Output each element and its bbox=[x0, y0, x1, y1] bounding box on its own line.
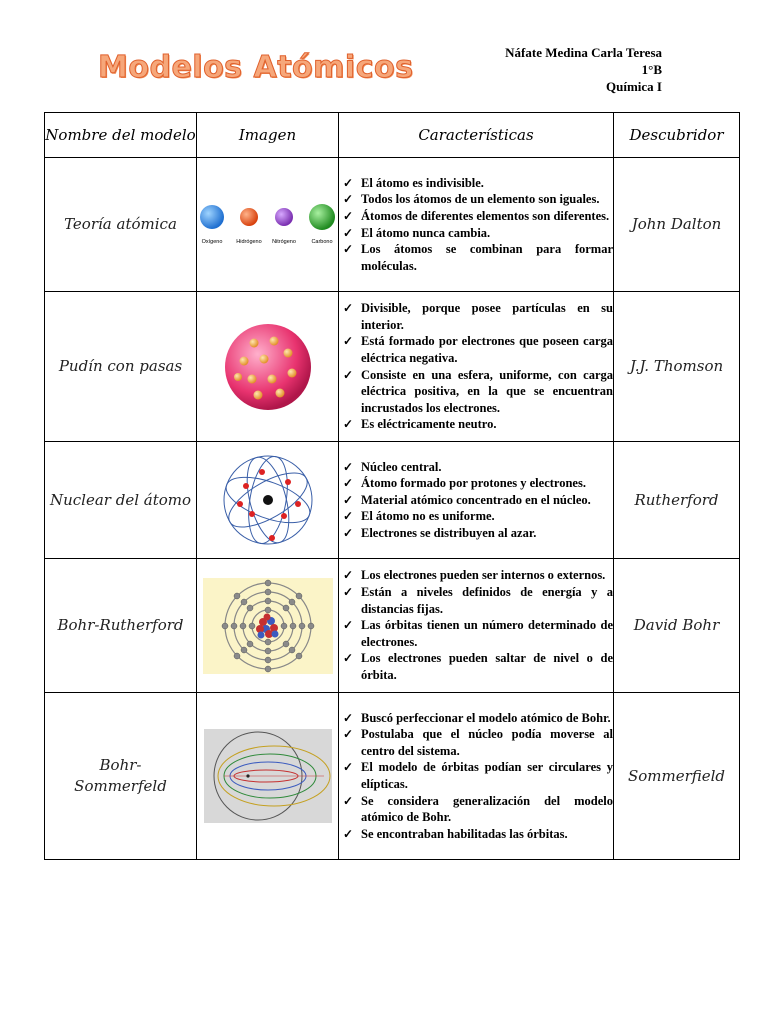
discoverer-name: J.J. Thomson bbox=[614, 292, 740, 442]
check-mark-icon: ✓ bbox=[343, 417, 354, 432]
sommerfeld-orbits-image bbox=[204, 729, 332, 823]
column-header-discoverer: Descubridor bbox=[614, 113, 740, 158]
discoverer-name: Sommerfield bbox=[614, 693, 740, 860]
author-block bbox=[505, 44, 662, 95]
list-item: ✓ Se considera generalización del modelo atómico de Bohr. bbox=[343, 793, 613, 825]
plum-pudding-image bbox=[218, 317, 318, 417]
check-mark-icon: ✓ bbox=[343, 459, 354, 474]
table-row bbox=[45, 693, 740, 860]
model-image-cell bbox=[197, 292, 339, 442]
model-name: Teoría atómica bbox=[45, 158, 197, 292]
characteristics-cell bbox=[339, 559, 614, 693]
check-mark-icon: ✓ bbox=[343, 208, 354, 223]
check-mark-icon: ✓ bbox=[343, 476, 354, 491]
check-mark-icon: ✓ bbox=[343, 525, 354, 540]
list-item: ✓ Los átomos se combinan para formar moléculas. bbox=[343, 242, 613, 273]
check-mark-icon: ✓ bbox=[343, 242, 354, 257]
check-mark-icon: ✓ bbox=[343, 618, 354, 633]
hydrogen-atom-icon bbox=[240, 208, 258, 226]
nitrogen-atom-icon bbox=[275, 208, 293, 226]
check-mark-icon: ✓ bbox=[343, 760, 354, 775]
list-item: ✓ Postulaba que el núcleo podía moverse al centro del sistema. bbox=[343, 727, 613, 758]
list-item: ✓ Átomos de diferentes elementos son diferentes. bbox=[343, 208, 610, 223]
model-image-cell bbox=[197, 158, 339, 292]
table-header-row bbox=[45, 113, 740, 158]
discoverer-name: David Bohr bbox=[614, 559, 740, 693]
model-image-cell bbox=[197, 442, 339, 559]
list-item: ✓ Se encontraban habilitadas las órbitas. bbox=[343, 826, 568, 841]
check-mark-icon: ✓ bbox=[343, 509, 354, 524]
list-item: ✓ Átomo formado por protones y electrones. bbox=[343, 476, 586, 491]
list-item: ✓ Divisible, porque posee partículas en su interior. bbox=[343, 301, 613, 332]
list-item: ✓ El átomo nunca cambia. bbox=[343, 225, 491, 240]
list-item: ✓ Material atómico concentrado en el núcleo. bbox=[343, 492, 591, 507]
characteristics-cell bbox=[339, 693, 614, 860]
column-header-characteristics: Características bbox=[339, 113, 614, 158]
list-item: ✓ Es eléctricamente neutro. bbox=[343, 417, 497, 432]
table-row bbox=[45, 442, 740, 559]
list-item: ✓ Los electrones pueden saltar de nivel o de órbita. bbox=[343, 651, 613, 682]
list-item: ✓ Las órbitas tienen un número determinado de electrones. bbox=[343, 618, 613, 649]
rutherford-atom-image bbox=[218, 450, 318, 550]
discoverer-name: Rutherford bbox=[614, 442, 740, 559]
list-item: ✓ Consiste en una esfera, uniforme, con carga eléctrica positiva, en la que se encuentran incrustados los electrones. bbox=[343, 367, 613, 415]
check-mark-icon: ✓ bbox=[343, 175, 354, 190]
check-mark-icon: ✓ bbox=[343, 651, 354, 666]
table-row bbox=[45, 292, 740, 442]
characteristics-cell bbox=[339, 158, 614, 292]
list-item: ✓ El átomo es indivisible. bbox=[343, 175, 484, 190]
check-mark-icon: ✓ bbox=[343, 585, 354, 600]
model-name: Nuclear del átomo bbox=[45, 442, 197, 559]
oxygen-atom-icon bbox=[200, 205, 224, 229]
list-item: ✓ Electrones se distribuyen al azar. bbox=[343, 525, 537, 540]
author-course: Química I bbox=[606, 79, 662, 94]
dalton-atoms-image bbox=[198, 195, 338, 255]
atom-label: Oxígeno bbox=[201, 238, 222, 245]
list-item: ✓ El átomo no es uniforme. bbox=[343, 509, 495, 524]
model-name: Pudín con pasas bbox=[45, 292, 197, 442]
atom-label: Carbono bbox=[310, 238, 333, 245]
list-item: ✓ Están a niveles definidos de energía y a distancias fijas. bbox=[343, 585, 613, 616]
model-image-cell bbox=[197, 559, 339, 693]
list-item: ✓ El modelo de órbitas podían ser circulares y elípticas. bbox=[343, 760, 613, 791]
check-mark-icon: ✓ bbox=[343, 225, 354, 240]
check-mark-icon: ✓ bbox=[343, 568, 354, 583]
check-mark-icon: ✓ bbox=[343, 367, 354, 382]
check-mark-icon: ✓ bbox=[343, 192, 354, 207]
list-item: ✓ Buscó perfeccionar el modelo atómico de Bohr. bbox=[343, 710, 611, 725]
characteristics-cell bbox=[339, 442, 614, 559]
model-name: Bohr-Rutherford bbox=[45, 559, 197, 693]
carbon-atom-icon bbox=[309, 204, 335, 230]
list-item: ✓ Está formado por electrones que poseen carga eléctrica negativa. bbox=[343, 334, 613, 365]
list-item: ✓ Todos los átomos de un elemento son iguales. bbox=[343, 192, 600, 207]
check-mark-icon: ✓ bbox=[343, 301, 354, 316]
check-mark-icon: ✓ bbox=[343, 710, 354, 725]
check-mark-icon: ✓ bbox=[343, 826, 354, 841]
characteristics-cell bbox=[339, 292, 614, 442]
models-table bbox=[44, 112, 740, 860]
list-item: ✓ Los electrones pueden ser internos o externos. bbox=[343, 568, 606, 583]
model-image-cell bbox=[197, 693, 339, 860]
column-header-image: Imagen bbox=[197, 113, 339, 158]
discoverer-name: John Dalton bbox=[614, 158, 740, 292]
atom-label: Nitrógeno bbox=[271, 238, 296, 245]
check-mark-icon: ✓ bbox=[343, 334, 354, 349]
author-group: 1°B bbox=[641, 62, 662, 77]
column-header-name: Nombre del modelo bbox=[45, 113, 197, 158]
model-name: Bohr-Sommerfeld bbox=[45, 693, 197, 860]
bohr-shell-image bbox=[203, 578, 333, 674]
check-mark-icon: ✓ bbox=[343, 727, 354, 742]
table-row bbox=[45, 158, 740, 292]
table-row bbox=[45, 559, 740, 693]
atom-label: Hidrógeno bbox=[235, 238, 262, 245]
check-mark-icon: ✓ bbox=[343, 793, 354, 808]
author-name: Náfate Medina Carla Teresa bbox=[505, 45, 662, 60]
check-mark-icon: ✓ bbox=[343, 492, 354, 507]
page-title: Modelos Atómicos bbox=[98, 50, 414, 85]
list-item: ✓ Núcleo central. bbox=[343, 459, 442, 474]
